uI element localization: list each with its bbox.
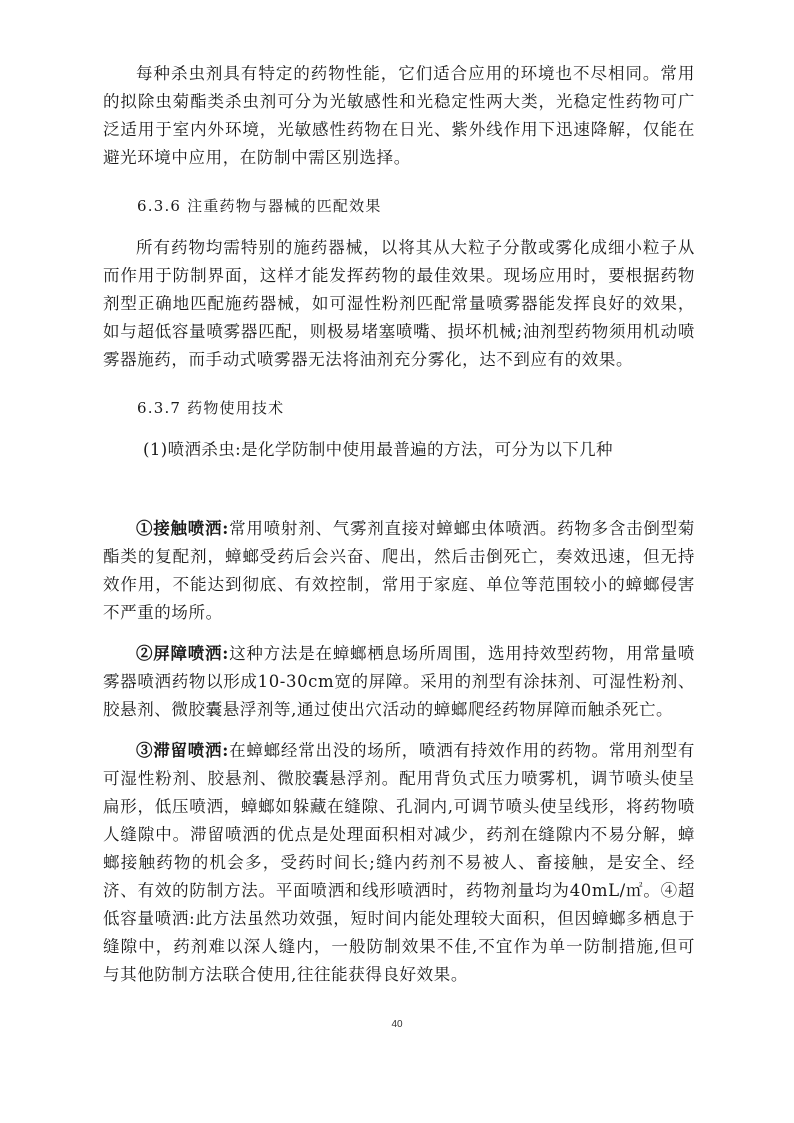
paragraph-insecticide-properties: 每种杀虫剂具有特定的药物性能，它们适合应用的环境也不尽相同。常用的拟除虫菊酯类杀虫剂可分为光敏感性和光稳定性两大类，光稳定性药物可广泛适用于室内外环境，光敏感性药物在日光、紫外线作用下迅速降解，仅能在避光环境中应用，在防制中需区别选择。	[103, 64, 695, 167]
text-contact-spraying: 常用喷射剂、气雾剂直接对蟑螂虫体喷洒。药物多含击倒型菊酯类的复配剂，蟑螂受药后会兴奋、爬出，然后击倒死亡，奏效迅速，但无持效作用，不能达到彻底、有效控制，常用于家庭、单位等范围较小的蟑螂侵害不严重的场所。	[103, 519, 695, 622]
text-barrier-spraying: 这种方法是在蟑螂栖息场所周围，选用持效型药物，用常量喷雾器喷洒药物以形成10-30cm宽的屏障。采用的剂型有涂抹剂、可湿性粉剂、胶悬剂、微胶囊悬浮剂等,通过使出穴活动的蟑螂爬经药物屏障而触杀死亡。	[103, 644, 695, 719]
section-heading-6-3-6: 6.3.6 注重药物与器械的匹配效果	[137, 197, 382, 215]
page-number: 40	[391, 1019, 403, 1030]
list-item-spraying: (1)喷洒杀虫:是化学防制中使用最普遍的方法，可分为以下几种	[143, 440, 613, 459]
paragraph-equipment-matching: 所有药物均需特别的施药器械，以将其从大粒子分散或雾化成细小粒子从而作用于防制界面，这样才能发挥药物的最佳效果。现场应用时，要根据药物剂型正确地匹配施药器械，如可湿性粉剂匹配常量喷雾器能发挥良好的效果，如与超低容量喷雾器匹配，则极易堵塞喷嘴、损坏机械;油剂型药物须用机动喷雾器施药，而手动式喷雾器无法将油剂充分雾化，达不到应有的效果。	[103, 238, 695, 369]
term-residual-spraying: ③滞留喷洒:	[136, 741, 229, 760]
term-barrier-spraying: ②屏障喷洒:	[136, 644, 229, 663]
paragraph-residual-spraying	[103, 737, 695, 989]
document-body	[103, 60, 695, 989]
text-ulv-spraying: 。④超低容量喷洒:此方法虽然功效强，短时间内能处理较大面积，但因蟑螂多栖息于缝隙中，药剂难以深人缝内，一般防制效果不佳,不宜作为单一防制措施,但可与其他防制方法联合使用,往往能获得良好效果。	[103, 881, 695, 984]
term-contact-spraying: ①接触喷洒:	[136, 519, 229, 538]
text-residual-spraying: 在蟑螂经常出没的场所，喷洒有持效作用的药物。常用剂型有可湿性粉剂、胶悬剂、微胶囊悬浮剂。配用背负式压力喷雾机，调节喷头使呈扁形，低压喷洒，蟑螂如躲藏在缝隙、孔洞内,可调节喷头使呈线形，将药物喷人缝隙中。滞留喷洒的优点是处理面积相对减少，药剂在缝隙内不易分解，蟑螂接触药物的机会多，受药时间长;缝内药剂不易被人、畜接触，是安全、经济、有效的防制方法。平面喷洒和线形喷洒时，药物剂量均为	[103, 741, 695, 900]
section-heading-6-3-7: 6.3.7 药物使用技术	[137, 399, 285, 417]
paragraph-contact-spraying	[103, 515, 695, 627]
dose-value: 40mL/㎡	[569, 881, 644, 900]
paragraph-barrier-spraying	[103, 640, 695, 724]
